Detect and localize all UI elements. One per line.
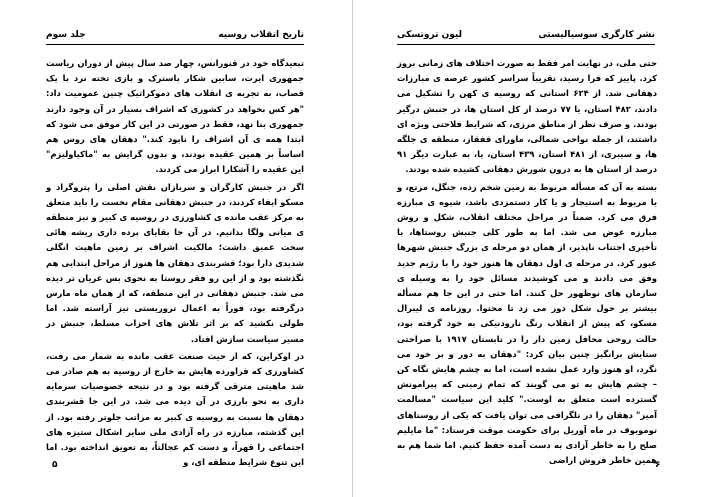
running-header (46, 30, 304, 45)
body-text (46, 56, 304, 470)
paragraph: بسته به آن که مسأله مربوط به زمین شخم زده، جنگل، مرتع، و یا مربوط به استیجار و یا کار دستمزدی باشد، شیوه ی مبارزه فرق می کرد. ضمناً در مراحل مختلف انقلاب، شکل و روش مبارزه عوض می شد. اما به طور کلی جنبش روستاها، با تأخیری اجتناب ناپذیر، از همان دو مرحله ی بزرگ جنبش شهرها عبور کرد. در مرحله ی اول دهقان ها هنوز خود را با رژیم جدید وفق می دادند و می کوشیدند مسائل خود را به وسیله ی سازمان های نوظهور حل کنند. اما حتی در این جا هم مسأله بیشتر بر حول شکل دور می زد تا محتوا. روزنامه ی لیبرال مسکو، که پیش از انقلاب رنگ نارودنیکی به خود گرفته بود، حالت روحی محافل زمین دار را در تابستان ۱۹۱۷ با صراحتی ستایش برانگیز چنین بیان کرد: "دهقان به دور و بر خود می نگرد، او هنوز وارد عمل نشده است، اما به چشم هایش نگاه کن – چشم هایش به تو می گویند که تمام زمینی که پیرامونش گسترده است متعلق به اوست." کلید این سیاست "مسالمت آمیز" دهقان را در تلگرافی می توان یافت که یکی از روستاهای توموبوف در ماه آوریل برای حکومت موقت فرستاد: "ما مایلیم صلح را به خاطر آزادی به دست آمده حفظ کنیم. اما شما هم به همین خاطر فروش اراضی (397, 181, 657, 466)
page-number: ۵ (52, 460, 58, 470)
volume-label: جلد سوم (46, 30, 86, 40)
paragraph: تبعیدگاه خود در قنورانس، چهار صد سال پیش از دوران ریاست جمهوری ایرت، سابین شکار باسترک و بازی تخته نرد با یک قصاب، به تجربه ی انقلاب های دموکراتیک چنین عمومیت داد: "هر کس بخواهد در کشوری که اشراف بسیار در آن وجود دارند جمهوری بنا نهد، فقط در صورتی در این کار موفق می شود که ابتدا همه ی آن اشراف را نابود کند." دهقان های روس هم اساساً بر همین عقیده بودند، و بدون گرایش به "ماکیاولیزم" این عقیده را آشکارا ابراز می کردند. (46, 58, 304, 175)
page-number: ۶ (655, 460, 661, 470)
paragraph: حتی ملی، در نهایت امر فقط به صورت اختلاف های زمانی بروز کرد. پاییز که فرا رسید، تقریباً سراسر کشور عرصه ی مبارزات دهقانی شد. از ۶۲۴ استانی که روسیه ی کهن را تشکیل می دادند، ۴۸۲ استان، یا ۷۷ درصد از کل استان ها، در جنبش درگیر بودند. و صرف نظر از مناطق مرزی، که شرایط فلاحتی ویژه ای داشتند، از جمله نواحی شمالی، ماورای قفقاز، منطقه ی جلگه ها، و سیبری، از ۴۸۱ استان، ۴۳۹ استان، یا، به عبارت دیگر ۹۱ درصد از استان ها به درون شورش دهقانی کشیده شده بودند. (397, 58, 658, 175)
body-text (397, 56, 657, 468)
paragraph: در اوکراین، که از حیث صنعت عقب مانده به شمار می رفت، کشاورزی که فراورده هایش به خارج از روسیه به هم صادر می شد ماهیتی مترقی گرفته بود و در نتیجه خصوصیات سرمایه داری به نحو بارزی در آن دیده می شد. در این جا قشربندی دهقان ها نسبت به روسیه ی کبیر به مراتب جلوتر رفته بود. از این گذشته، مبارزه در راه آزادی ملی سایر اشکال ستیزه های اجتماعی را قهراً، و دست کم عجالتاً، به تعویق انداخته بود. اما این تنوع شرایط منطقه ای، و (46, 350, 304, 468)
book-title: تاریخ انقلاب روسیه (218, 30, 304, 40)
publisher-name: نشر کارگری سوسیالیستی (538, 30, 655, 40)
left-page (0, 0, 352, 497)
paragraph: اگر در جنبش کارگران و سربازان نقش اصلی را پتروگراد و مسکو ایفاء کردند، در جنبش دهقانی مقام نخست را باید متعلق به مرکز عقب مانده ی کشاورزی در روسیه ی کبیر و نیز منطقه ی میانی ولگا بدانیم. در آن جا بقایای برده داری ریشه هائی سخت عمیق داشت؛ مالکیت اشراف بر زمین ماهیت انگلی شدیدی دارا بود؛ قشربندی دهقان ها هنوز از مراحل ابتدایی هم نگذشته بود و از این رو فقر روستا به نحوی بس عریان تر دیده می شد. جنبش دهقانی در این منطقه، که از همان ماه مارس درگرفته بود، فوراً به اعمال تروریستی نیز آراسته شد. اما طولی نکشید که بر اثر تلاش های احزاب مسلط، جنبش در مسیر سیاست سازش افتاد. (46, 181, 304, 344)
author-name: لیون تروتسکی (397, 30, 462, 40)
right-page (353, 0, 705, 497)
running-header (397, 30, 655, 45)
